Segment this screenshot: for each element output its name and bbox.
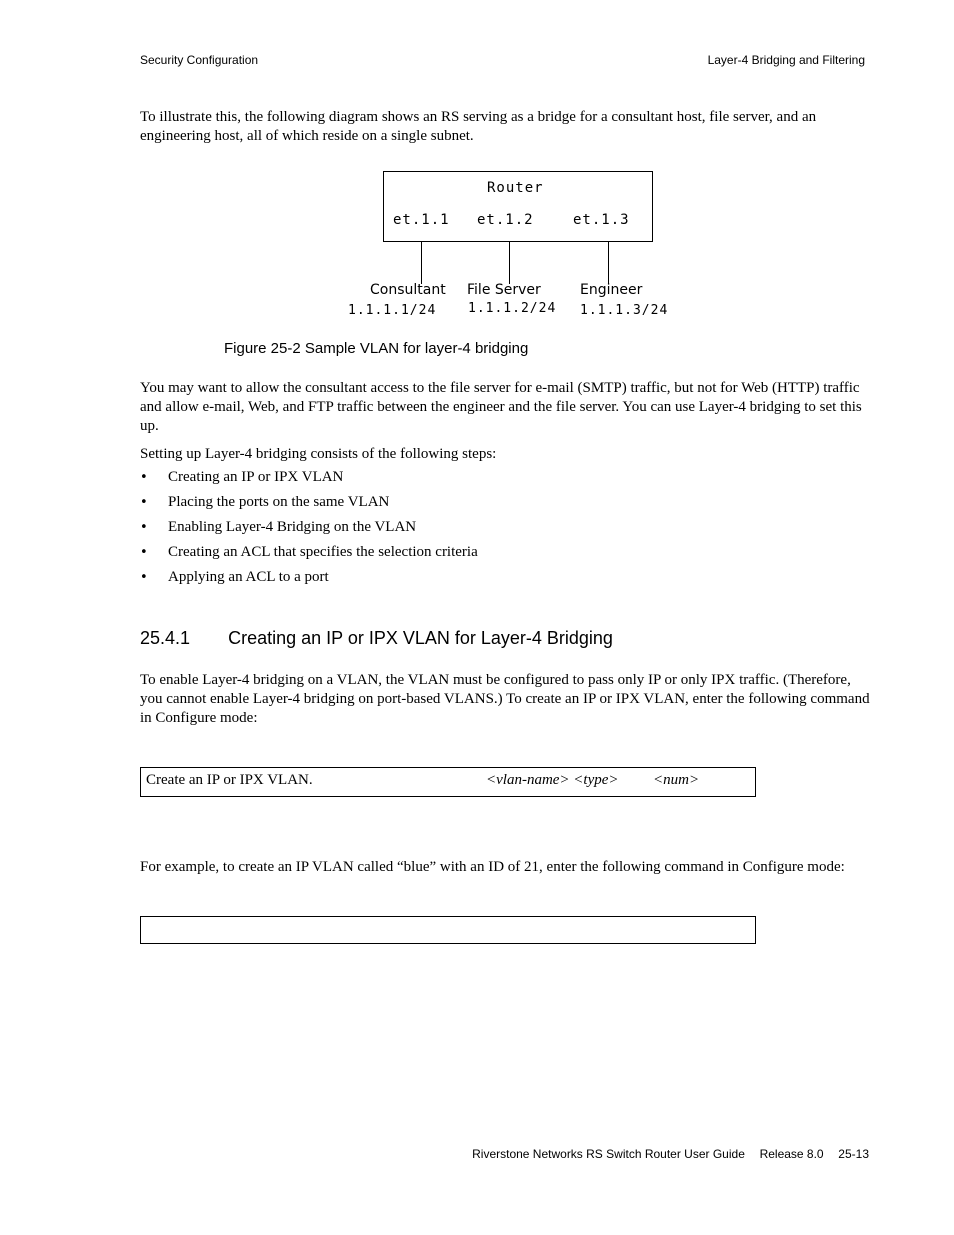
running-header-right: Layer-4 Bridging and Filtering xyxy=(707,53,865,67)
bullet-icon: • xyxy=(140,495,148,510)
paragraph-access: You may want to allow the consultant access to the file server for e-mail (SMTP) traffic, but not for Web (HTTP) traffic and allow e-mail, Web, and FTP traffic between the engineer and the file server. You can use Layer-4 bridging to set this up. xyxy=(140,380,862,434)
paragraph-enable: To enable Layer-4 bridging on a VLAN, the VLAN must be configured to pass only IP or only IPX traffic. (Therefore, you cannot enable Layer-4 bridging on port-based VLANS.) To create an IP or IPX VLAN, enter the following command in Configure mode: xyxy=(140,672,870,726)
host-name-engineer: Engineer xyxy=(580,282,643,298)
bullet-icon: • xyxy=(140,570,148,585)
host-address-file-server: 1.1.1.2/24 xyxy=(468,301,557,316)
section-title: Creating an IP or IPX VLAN for Layer-4 Bridging xyxy=(228,628,613,648)
section-heading xyxy=(140,628,613,649)
host-address-consultant: 1.1.1.1/24 xyxy=(348,303,437,318)
command-table xyxy=(140,767,756,797)
command-args-num: <num> xyxy=(653,772,700,788)
router-label: Router xyxy=(487,180,544,196)
host-address-engineer: 1.1.1.3/24 xyxy=(580,303,669,318)
vlan-diagram xyxy=(0,0,954,330)
link-line-2 xyxy=(509,241,510,284)
intro-paragraph: To illustrate this, the following diagram shows an RS serving as a bridge for a consultant host, file server, and an engineering host, all of which reside on a single subnet. xyxy=(140,109,817,144)
bullet-icon: • xyxy=(140,470,148,485)
link-line-3 xyxy=(608,241,609,284)
example-command-box xyxy=(140,916,756,944)
command-args-name-type: <vlan-name> <type> xyxy=(486,772,619,788)
section-number: 25.4.1 xyxy=(140,628,191,648)
link-line-1 xyxy=(421,241,422,284)
paragraph-steps-intro: Setting up Layer-4 bridging consists of the following steps: xyxy=(140,446,497,462)
bullet-icon: • xyxy=(140,545,148,560)
port-label-2: et.1.2 xyxy=(477,212,534,228)
host-name-consultant: Consultant xyxy=(370,282,446,298)
port-label-3: et.1.3 xyxy=(573,212,630,228)
footer-page-number: 25-13 xyxy=(838,1147,869,1161)
paragraph-example: For example, to create an IP VLAN called “blue” with an ID of 21, enter the following command in Configure mode: xyxy=(140,859,845,875)
running-header-left: Security Configuration xyxy=(140,53,259,67)
host-name-file-server: File Server xyxy=(467,282,541,298)
command-description: Create an IP or IPX VLAN. xyxy=(146,772,313,788)
figure-caption: Figure 25-2 Sample VLAN for layer-4 bridging xyxy=(224,340,529,357)
footer-release: Release 8.0 xyxy=(759,1147,824,1161)
footer-guide: Riverstone Networks RS Switch Router User Guide xyxy=(472,1147,745,1161)
bullet-icon: • xyxy=(140,520,148,535)
port-label-1: et.1.1 xyxy=(393,212,450,228)
page-footer xyxy=(472,1147,869,1161)
